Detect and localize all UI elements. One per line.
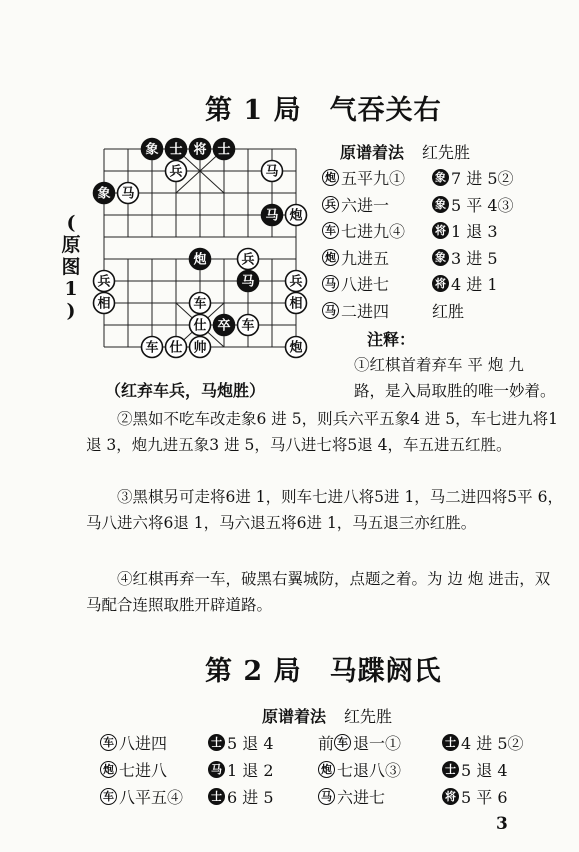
svg-text:相: 相 bbox=[97, 296, 111, 312]
svg-text:车: 车 bbox=[193, 296, 207, 312]
red-piece-马 bbox=[118, 183, 139, 204]
black-piece-icon: 象 bbox=[432, 249, 449, 266]
red-move: 炮 九进五 bbox=[322, 246, 389, 269]
red-move: 车 八进四 bbox=[100, 731, 167, 754]
black-piece-icon: 将 bbox=[432, 275, 449, 292]
black-piece-卒 bbox=[214, 315, 235, 336]
black-piece-士 bbox=[214, 139, 235, 160]
game2-title: 第 2 局 马蹀阏氏 bbox=[205, 656, 442, 687]
red-piece-兵 bbox=[286, 271, 307, 292]
black-piece-将 bbox=[190, 139, 211, 160]
black-move: 象 3 进 5 bbox=[432, 246, 498, 269]
black-move: 红胜 bbox=[432, 301, 465, 321]
svg-text:车: 车 bbox=[145, 340, 159, 356]
svg-text:马: 马 bbox=[121, 186, 135, 202]
red-move: 车 八平五④ bbox=[100, 785, 183, 808]
black-piece-炮 bbox=[190, 249, 211, 270]
red-move: 前 车 退一① bbox=[318, 734, 402, 753]
record-result: 红先胜 bbox=[344, 707, 393, 726]
svg-text:炮: 炮 bbox=[289, 208, 303, 224]
red-piece-icon: 车 bbox=[100, 734, 117, 751]
red-piece-兵 bbox=[94, 271, 115, 292]
board-caption: （红弃车兵，马炮胜） bbox=[105, 381, 266, 400]
notes-heading: 注释： bbox=[367, 330, 416, 349]
black-move: 将 1 退 3 bbox=[432, 219, 498, 242]
red-piece-车 bbox=[190, 293, 211, 314]
svg-text:马: 马 bbox=[241, 274, 255, 290]
black-move: 士 5 退 4 bbox=[208, 731, 274, 754]
red-piece-兵 bbox=[238, 249, 259, 270]
black-move: 象 5 平 4③ bbox=[432, 193, 514, 216]
side-label-char: 原 bbox=[61, 234, 81, 256]
black-piece-象 bbox=[94, 183, 115, 204]
red-piece-icon: 车 bbox=[334, 734, 351, 751]
svg-text:相: 相 bbox=[289, 296, 303, 312]
black-piece-icon: 士 bbox=[208, 788, 225, 805]
red-piece-相 bbox=[286, 293, 307, 314]
red-piece-仕 bbox=[190, 315, 211, 336]
record-result: 红先胜 bbox=[422, 143, 471, 162]
black-piece-马 bbox=[262, 205, 283, 226]
side-label-char: 1 bbox=[64, 278, 78, 300]
svg-text:马: 马 bbox=[265, 164, 279, 180]
black-piece-icon: 象 bbox=[432, 169, 449, 186]
black-piece-士 bbox=[166, 139, 187, 160]
black-move: 士 5 退 4 bbox=[442, 758, 508, 781]
note-3: ③黑棋另可走将6进 1，则车七进八将5进 1，马二进四将5平 6，马八进六将6退 1，马六退五将6进 1，马五退三亦红胜。 bbox=[86, 488, 563, 532]
board-caption-vertical: ( 原 图 1 ) bbox=[61, 212, 81, 322]
red-piece-icon: 车 bbox=[100, 788, 117, 805]
red-piece-icon: 马 bbox=[322, 275, 339, 292]
black-move: 象 7 进 5② bbox=[432, 166, 514, 189]
svg-text:车: 车 bbox=[241, 318, 255, 334]
page-number: 3 bbox=[496, 814, 508, 834]
xiangqi-board bbox=[88, 137, 313, 362]
red-piece-icon: 车 bbox=[322, 222, 339, 239]
red-piece-帅 bbox=[190, 337, 211, 358]
svg-text:炮: 炮 bbox=[193, 252, 207, 268]
red-piece-icon: 炮 bbox=[318, 761, 335, 778]
red-piece-icon: 马 bbox=[322, 302, 339, 319]
svg-text:兵: 兵 bbox=[241, 252, 255, 268]
svg-text:士: 士 bbox=[169, 142, 183, 158]
svg-text:兵: 兵 bbox=[289, 274, 303, 290]
black-piece-马 bbox=[238, 271, 259, 292]
svg-text:卒: 卒 bbox=[217, 318, 231, 334]
black-move: 士 4 进 5② bbox=[442, 731, 524, 754]
black-piece-icon: 士 bbox=[442, 734, 459, 751]
svg-text:兵: 兵 bbox=[169, 164, 183, 180]
svg-text:兵: 兵 bbox=[97, 274, 111, 290]
red-piece-炮 bbox=[286, 205, 307, 226]
red-move: 炮 七进八 bbox=[100, 758, 167, 781]
red-move: 炮 五平九① bbox=[322, 166, 405, 189]
red-move: 马 八进七 bbox=[322, 272, 389, 295]
red-move: 马 六进七 bbox=[318, 785, 385, 808]
record-head-label: 原谱着法 bbox=[262, 707, 327, 726]
black-piece-icon: 将 bbox=[432, 222, 449, 239]
svg-text:仕: 仕 bbox=[193, 318, 207, 334]
game1-title: 第 1 局 气吞关右 bbox=[205, 95, 442, 126]
red-move: 马 二进四 bbox=[322, 299, 389, 322]
red-move: 兵 六进一 bbox=[322, 193, 389, 216]
record-heading-1 bbox=[340, 140, 470, 163]
svg-text:士: 士 bbox=[217, 142, 231, 158]
black-move: 将 5 平 6 bbox=[442, 785, 508, 808]
red-piece-马 bbox=[262, 161, 283, 182]
black-piece-icon: 象 bbox=[432, 196, 449, 213]
red-piece-相 bbox=[94, 293, 115, 314]
svg-text:象: 象 bbox=[145, 142, 159, 158]
red-piece-仕 bbox=[166, 337, 187, 358]
svg-text:象: 象 bbox=[97, 186, 111, 202]
svg-text:仕: 仕 bbox=[169, 340, 183, 356]
black-piece-icon: 将 bbox=[442, 788, 459, 805]
red-piece-icon: 兵 bbox=[322, 196, 339, 213]
record-head-label: 原谱着法 bbox=[340, 143, 405, 162]
red-piece-炮 bbox=[286, 337, 307, 358]
red-piece-icon: 马 bbox=[318, 788, 335, 805]
note-1b: 路，是入局取胜的唯一妙着。 bbox=[354, 382, 556, 400]
black-piece-icon: 士 bbox=[208, 734, 225, 751]
red-piece-icon: 炮 bbox=[100, 761, 117, 778]
red-piece-icon: 炮 bbox=[322, 249, 339, 266]
svg-text:马: 马 bbox=[265, 208, 279, 224]
side-label-char: 图 bbox=[61, 256, 81, 278]
record-heading-2 bbox=[262, 704, 392, 727]
black-piece-象 bbox=[142, 139, 163, 160]
black-move: 士 6 进 5 bbox=[208, 785, 274, 808]
red-piece-车 bbox=[238, 315, 259, 336]
red-move: 车 七进九④ bbox=[322, 219, 405, 242]
note-2: ②黑如不吃车改走象6 进 5，则兵六平五象4 进 5，车七进九将1退 3，炮九进五象3 进 5，马八进七将5退 4，车五进五红胜。 bbox=[86, 410, 559, 454]
svg-text:帅: 帅 bbox=[193, 340, 207, 356]
red-move: 炮 七退八③ bbox=[318, 758, 401, 781]
note-1a: ①红棋首着弃车 平 炮 九 bbox=[354, 356, 524, 374]
red-piece-icon: 炮 bbox=[322, 169, 339, 186]
red-piece-兵 bbox=[166, 161, 187, 182]
svg-text:炮: 炮 bbox=[289, 340, 303, 356]
black-move: 将 4 进 1 bbox=[432, 272, 498, 295]
black-piece-icon: 马 bbox=[208, 761, 225, 778]
red-piece-车 bbox=[142, 337, 163, 358]
note-4: ④红棋再弃一车，破黑右翼城防，点题之着。为 边 炮 进击，双马配合连照取胜开辟道路。 bbox=[86, 570, 551, 614]
svg-text:将: 将 bbox=[193, 142, 207, 158]
black-move: 马 1 退 2 bbox=[208, 758, 274, 781]
black-piece-icon: 士 bbox=[442, 761, 459, 778]
